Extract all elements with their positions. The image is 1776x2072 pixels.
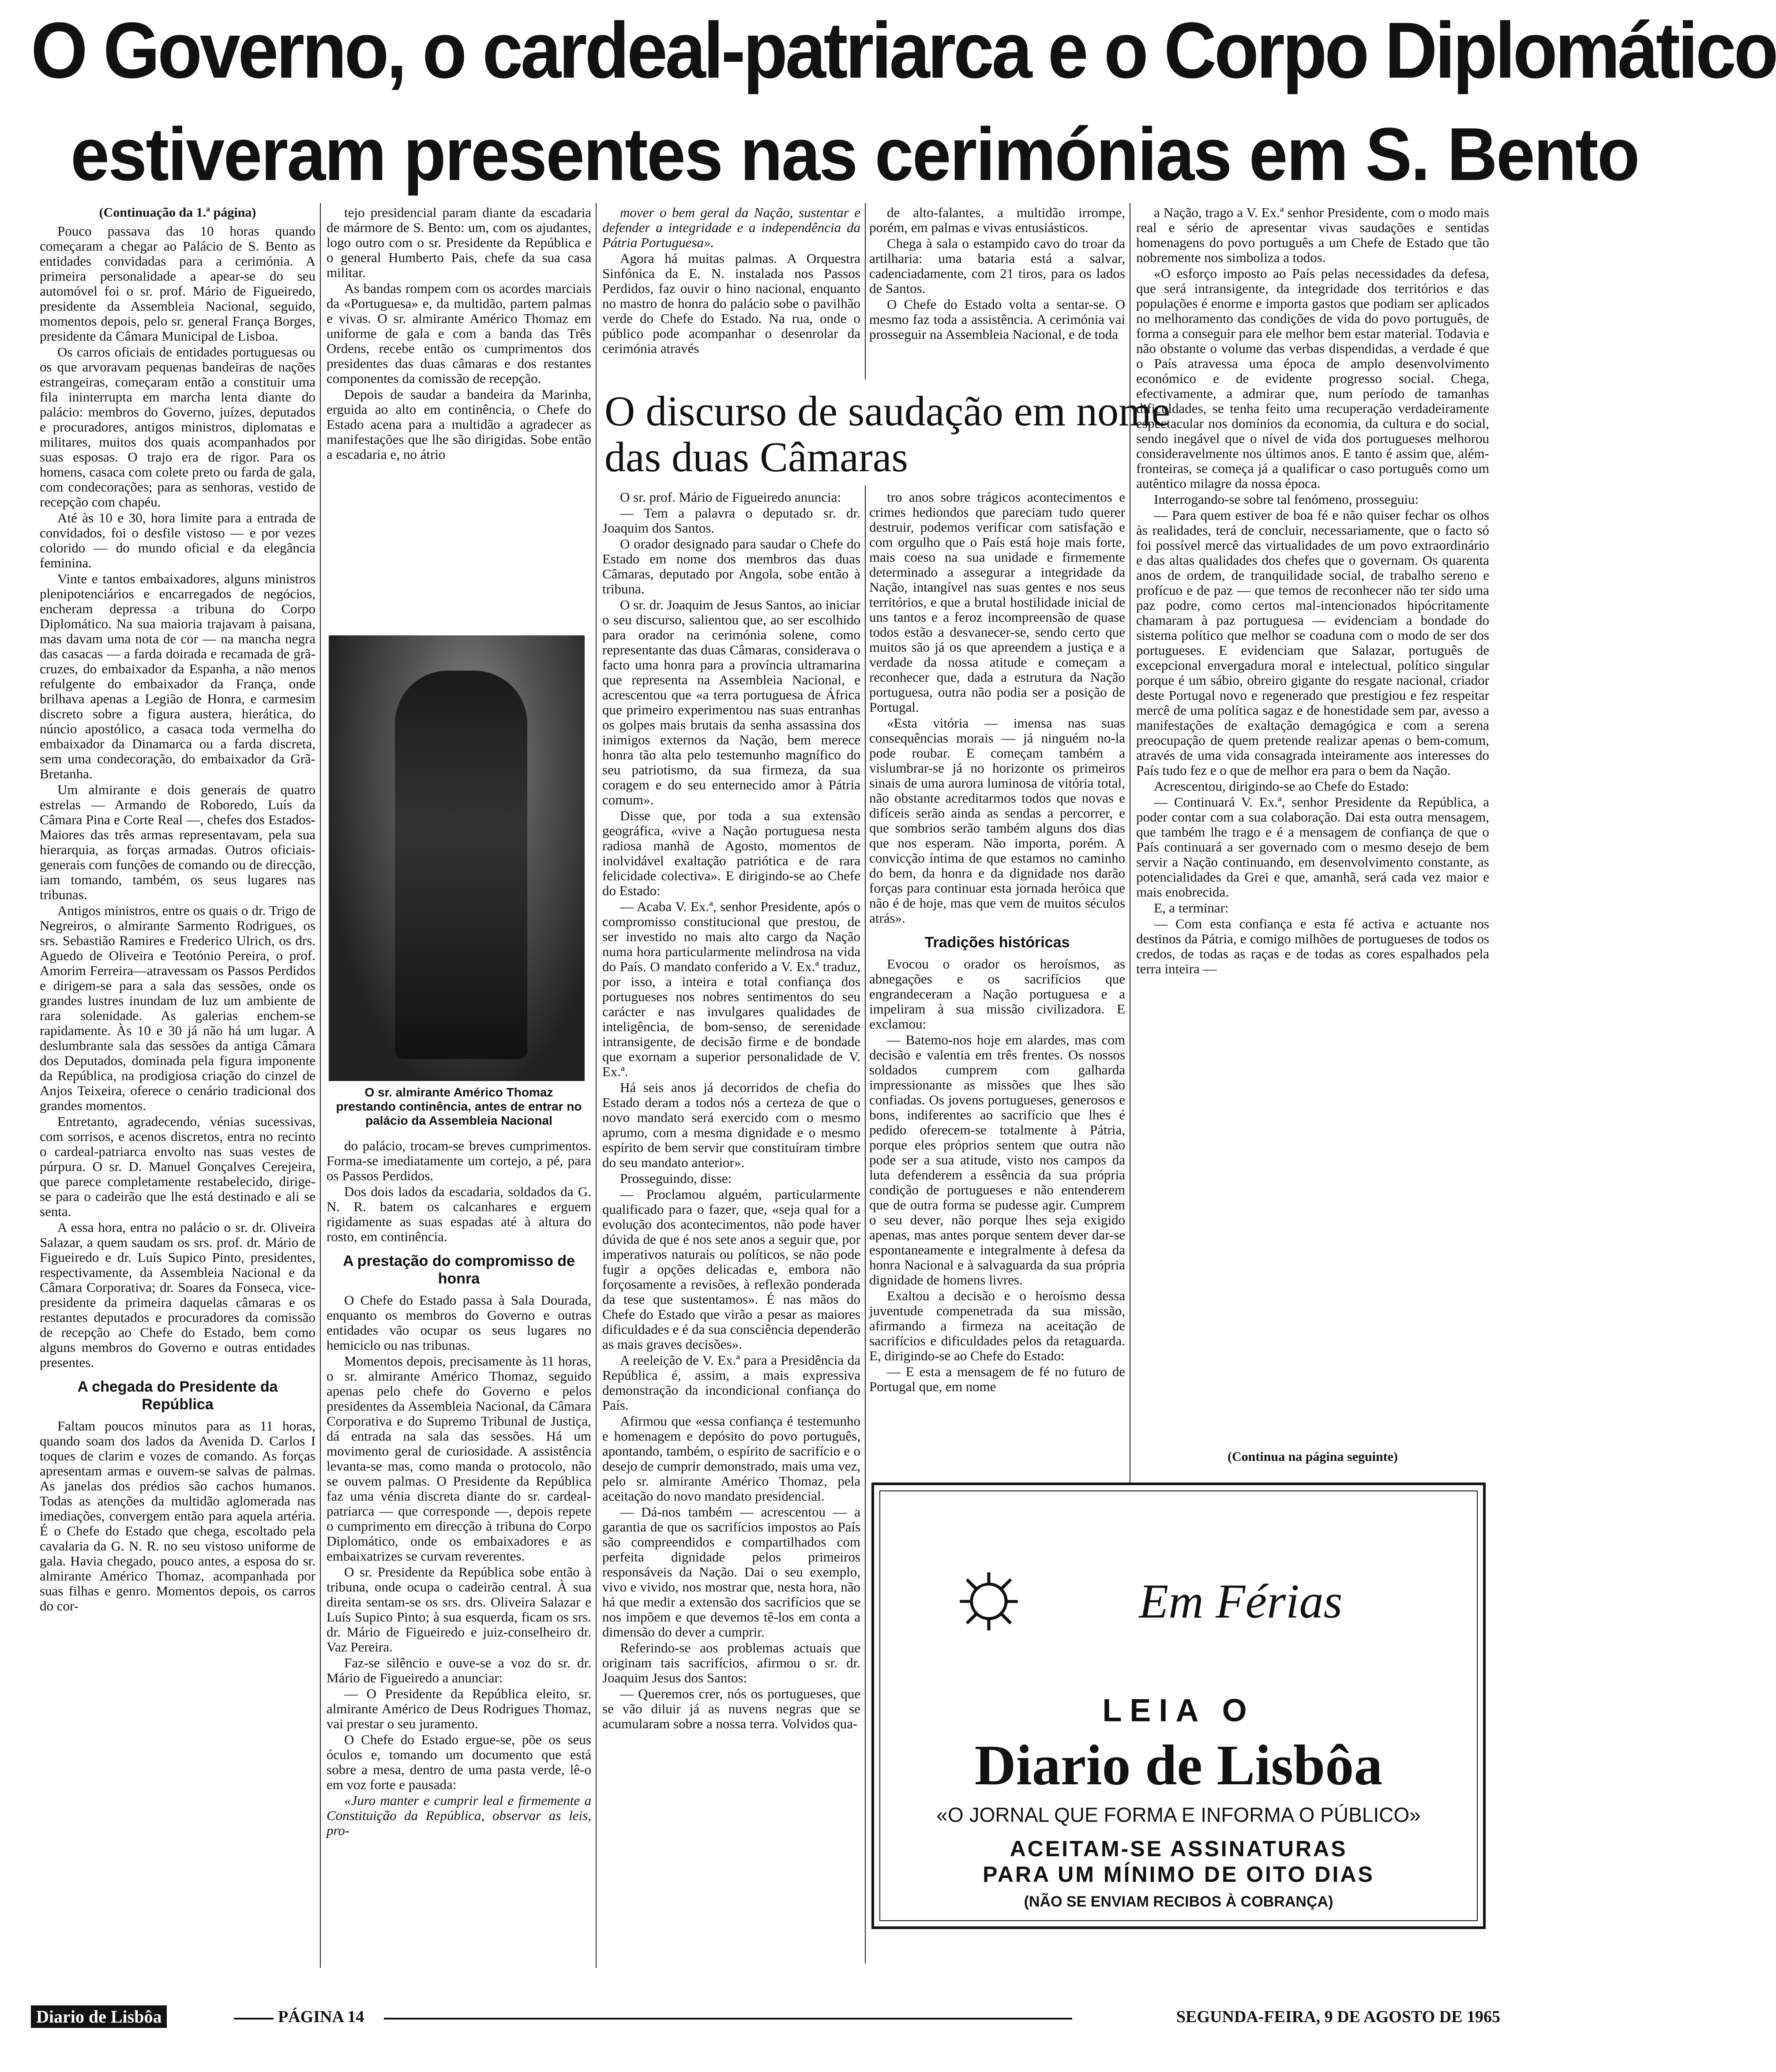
article-column-6 bbox=[1136, 205, 1489, 1467]
paragraph: «Esta vitória — imensa nas suas consequências morais — já ninguém no-la pode roubar. E começam também a vislumbrar-se já no horizonte os primeiros sinais de uma aurora luminosa de vitória total, não obstante acreditarmos todos que novas e difíceis serão ainda as sendas a percorrer, e que sombrios serão também alguns dos dias que nos esperam. Não importa, porém. A convicção íntima de que estamos no caminho do bem, da honra e da dignidade nos darão forças para continuar esta jornada heróica que não é de hoje, mas que vem de muitos séculos atrás». bbox=[869, 715, 1125, 926]
paragraph: O Chefe do Estado ergue-se, põe os seus óculos e, tomando um documento que está sobre a mesa, dentro de uma pasta verde, lê-o em voz forte e pausada: bbox=[327, 1732, 591, 1792]
continuation-note: (Continua na página seguinte) bbox=[1228, 1449, 1398, 1464]
advertisement-box bbox=[871, 1483, 1486, 1929]
ad-offer bbox=[874, 1836, 1483, 1887]
footer-rule bbox=[234, 2018, 274, 2019]
paragraph: O Chefe do Estado volta a sentar-se. O mesmo faz toda a assistência. A cerimónia vai prosseguir na Assembleia Nacional, e de toda bbox=[869, 297, 1125, 342]
paragraph: Interrogando-se sobre tal fenómeno, prosseguiu: bbox=[1154, 492, 1419, 507]
column-rule bbox=[865, 485, 866, 1963]
paragraph: tejo presidencial param diante da escadaria de mármore de S. Bento: um, com os ajudantes, logo outro com o sr. Presidente da República e o general Humberto Pais, chefe da sua casa militar. bbox=[327, 205, 591, 280]
ad-slogan: «O JORNAL QUE FORMA E INFORMA O PÚBLICO» bbox=[936, 1803, 1421, 1826]
paragraph: tro anos sobre trágicos acontecimentos e crimes hediondos que pareciam tudo querer destruir, podemos verificar com satisfação e com orgulho que o País está hoje mais forte, mais coeso na sua unidade e firmemente determinado a assegurar a integridade da Nação, intangível nas suas gentes e nos seus territórios, e que a brutal hostilidade inicial de uns tantos e a feroz incompreensão de quase todos estão a desvanecer-se, sendo certo que muitos são já os que apreendem a justiça e a verdade da nossa atitude e começam a reconhecer que, dada a estrutura da Nação portuguesa, outra não podia ser a posição de Portugal. bbox=[869, 489, 1125, 715]
subheading: A chegada do Presidente da República bbox=[77, 1378, 278, 1413]
paragraph: — Continuará V. Ex.ª, senhor Presidente da República, a poder contar com a sua colaboração. Dai esta outra mensagem, que também lhe trago e é a mensagem de confiança de que o País continuará a ser governado com o mesmo desejo de bem servir a Nação continuando, em desenvolvimento constante, as potencialidades da Grei e que, amanhã, será cada vez maior e mais enobrecida. bbox=[1136, 794, 1489, 900]
paragraph: O sr. Presidente da República sobe então à tribuna, onde ocupa o cadeirão central. À sua direita sentam-se os srs. drs. Oliveira Salazar e Luís Supico Pinto; à sua esquerda, ficam os srs. dr. Mário de Figueiredo e juiz-conselheiro dr. Vaz Pereira. bbox=[327, 1564, 591, 1655]
photo-admiral-salute bbox=[329, 635, 585, 1081]
paragraph: — Tem a palavra o deputado sr. dr. Joaquim dos Santos. bbox=[602, 505, 860, 536]
paragraph: Faz-se silêncio e ouve-se a voz do sr. dr. Mário de Figueiredo a anunciar: bbox=[327, 1655, 591, 1685]
photo-figure bbox=[395, 671, 527, 1059]
issue-date: SEGUNDA-FEIRA, 9 DE AGOSTO DE 1965 bbox=[1176, 2008, 1500, 2026]
paragraph: — Com esta confiança e esta fé activa e actuante nos destinos da Pátria, e comigo milhões de portugueses de todos os credos, de todas as raças e de todas as cores espalhados pela terra inteira — bbox=[1136, 916, 1489, 976]
paragraph: Prosseguindo, disse: bbox=[620, 1171, 732, 1186]
paragraph: Agora há muitas palmas. A Orquestra Sinfónica da E. N. instalada nos Passos Perdidos, faz ouvir o hino nacional, enquanto no mastro de honra do palácio sobe o pavilhão verde do Chefe do Estado. Na rua, onde o público pode acompanhar o desenrolar da cerimónia através bbox=[602, 251, 860, 356]
paragraph: — Para quem estiver de boa fé e não quiser fechar os olhos às realidades, terá de concluir, necessariamente, que o facto só foi possível mercê das virtualidades de um povo extraordinário e das altas qualidades dos chefes que o governam. Os quarenta anos de ordem, de tranquilidade social, de trabalho sereno e profícuo e de paz — que temos de reconhecer não ter sido uma paz podre, como certos mal-intencionados hipócritamente chamaram à paz portuguesa — evidenciam a bondade do sistema político que melhor se coaduna com o modo de ser dos portugueses. E evidenciam que Salazar, português de excepcional envergadura moral e intelectual, político singular porque é um sábio, obreiro gigante do resgate nacional, criador deste Portugal novo e regenerado que prestigiou e fez respeitar mercê de uma política sagaz e de honestidade sem par, avesso a manifestações de exaltação demagógica e com a serena preocupação de quem pretende realizar apenas o bem-comum, através de uma vida consagrada inteiramente aos interesses do País tudo fez e o que de melhor era para o bem da Nação. bbox=[1136, 507, 1489, 778]
continuation-note: (Continuação da 1.ª página) bbox=[99, 205, 256, 220]
column-rule bbox=[320, 203, 321, 1968]
paragraph: Pouco passava das 10 horas quando começaram a chegar ao Palácio de S. Bento as entidades convidadas para a cerimónia. A primeira personalidade a apear-se do seu automóvel foi o sr. prof. Mário de Figueiredo, presidente da Assembleia Nacional, seguido, momentos depois, pelo sr. general França Borges, presidente da Câmara Municipal de Lisboa. bbox=[40, 223, 315, 344]
paragraph: O sr. dr. Joaquim de Jesus Santos, ao iniciar o seu discurso, salientou que, ao ser escolhido para orador na cerimónia solene, como representante das duas Câmaras, considerava o facto uma honra para a província ultramarina que representa na Assembleia Nacional, e acrescentou que «a terra portuguesa de África que primeiro experimentou nas suas entranhas os golpes mais brutais da senha assassina dos inimigos externos da Nação, bem merece honra tão alta pelo testemunho magnífico do seu patriotismo, da sua firmeza, da sua coragem e do seu enternecido amor à Pátria comum». bbox=[602, 597, 860, 807]
paragraph: A essa hora, entra no palácio o sr. dr. Oliveira Salazar, a quem saudam os srs. prof. dr. Mário de Figueiredo e dr. Luís Supico Pinto, presidentes, respectivamente, da Assembleia Nacional e da Câmara Corporativa; dr. Soares da Fonseca, vice-presidente da primeira daquelas câmaras e os restantes deputados e procuradores da comissão de recepção ao Chefe do Estado, bem como alguns membros do Governo e outras entidades presentes. bbox=[40, 1220, 315, 1370]
paragraph: — Queremos crer, nós os portugueses, que se vão diluir já as nuvens negras que se acumularam sobre a nossa terra. Volvidos qua- bbox=[602, 1686, 860, 1731]
article-column-3-top bbox=[602, 205, 860, 377]
paragraph: O sr. prof. Mário de Figueiredo anuncia: bbox=[620, 489, 841, 505]
column-rule bbox=[865, 203, 866, 379]
column-rule bbox=[596, 203, 597, 1968]
paragraph: Há seis anos já decorridos de chefia do Estado deram a todos nós a certeza de que o novo mandato será exercido com o mesmo aprumo, com a mesma dignidade e o mesmo espírito de bem servir que constituíram timbre do seu mandato anterior». bbox=[602, 1080, 860, 1170]
article-column-2-top bbox=[327, 205, 591, 629]
paragraph: E, a terminar: bbox=[1154, 900, 1229, 916]
photo-caption: O sr. almirante Américo Thomaz prestando continência, antes de entrar no palácio da Assembleia Nacional bbox=[336, 1085, 582, 1127]
paragraph: — Acaba V. Ex.ª, senhor Presidente, após o compromisso constitucional que prestou, de ser investido no mais alto cargo da Nação numa hora particularmente melindrosa na vida do País. O mandato conferido a V. Ex.ª traduz, por isso, a inteira e total confiança dos portugueses nos nobres sentimentos do seu carácter e nas invulgares qualidades de inteligência, de bom-senso, de serenidade intransigente, de decisão firme e de bondade que exornam a superior personalidade de V. Ex.ª. bbox=[602, 899, 860, 1079]
footer-rule bbox=[384, 2018, 1072, 2019]
headline-line1: O Governo, o cardeal-patriarca e o Corpo Diplomático bbox=[31, 6, 1776, 95]
headline-line2: estiveram presentes nas cerimónias em S. Bento bbox=[71, 113, 1639, 196]
paragraph: Dos dois lados da escadaria, soldados da G. N. R. batem os calcanhares e erguem rigidamente as suas espadas até à altura do rosto, em continência. bbox=[327, 1184, 591, 1244]
ad-title: Em Férias bbox=[1139, 1574, 1343, 1628]
paragraph: Até às 10 e 30, hora limite para a entrada de convidados, foi o desfile vistoso — e por vezes colorido — do mundo oficial e da elegância feminina. bbox=[40, 510, 315, 571]
paragraph: a Nação, trago a V. Ex.ª senhor Presidente, com o modo mais real e sério de apresentar vivas saudações e sentidas homenagens do povo português a um Chefe de Estado que tão nobremente nos simboliza a todos. bbox=[1136, 205, 1489, 265]
subheading: A prestação do compromisso de honra bbox=[343, 1253, 575, 1287]
paragraph: Afirmou que «essa confiança é testemunho e homenagem e depósito do povo português, apontando, também, o espírito de sacrifício e o desejo de cumprir demonstrado, mais uma vez, pelo sr. almirante Américo Thomaz, pela aceitação do novo mandato presidencial. bbox=[602, 1413, 860, 1504]
page-footer bbox=[31, 2005, 1500, 2032]
paragraph: O Chefe do Estado passa à Sala Dourada, enquanto os membros do Governo e outras entidades vão ocupar os seus lugares no hemiciclo ou nas tribunas. bbox=[327, 1292, 591, 1353]
footer-logo: Diario de Lisbôa bbox=[31, 2005, 167, 2028]
paragraph: O orador designado para saudar o Chefe do Estado em nome dos membros das duas Câmaras, deputado por Angola, sobe então à tribuna. bbox=[602, 536, 860, 597]
paragraph: Antigos ministros, entre os quais o dr. Trigo de Negreiros, o almirante Sarmento Rodrigues, os srs. Sebastião Ramires e Frederico Ulrich, os drs. Aguedo de Oliveira e Teotónio Pereira, o prof. Amorim Ferreira—atravessam os Passos Perdidos e dirigem-se para a sala das sessões, onde os grandes lustres inundam de luz um ambiente de rara solenidade. As galerias enchem-se rapidamente. Às 10 e 30 já não há um lugar. A deslumbrante sala das sessões da antiga Câmara dos Deputados, dominada pela figura imponente da República, na prodigiosa criação do cinzel de Anjos Teixeira, oferece o cenário tradicional dos grandes momentos. bbox=[40, 903, 315, 1113]
paragraph: Disse que, por toda a sua extensão geográfica, «vive a Nação portuguesa nesta radiosa manhã de Agosto, momentos de inolvidável exaltação patriótica e de rara felicidade colectiva». E dirigindo-se ao Chefe do Estado: bbox=[602, 808, 860, 898]
paragraph: Acrescentou, dirigindo-se ao Chefe do Estado: bbox=[1154, 778, 1409, 794]
sun-icon: ☼ bbox=[944, 1537, 1033, 1645]
paragraph: «O esforço imposto ao País pelas necessidades da defesa, que será intransigente, da integridade dos territórios e das populações é enorme e importa gastos que podiam ser aplicados no melhoramento das condições de vida do povo português, de forma a conseguir para ele melhor bem estar material. Todavia e não obstante o volume das verbas dispendidas, a verdade é que o País atravessa uma época de amplo desenvolvimento económico e de evidente progresso social. Chega, efectivamente, a admirar que, num período de tamanhas dificuldades, se tenha feito uma recuperação verdadeiramente espectacular nos domínios da economia, da cultura e do social, sendo inegável que o nível de vida dos portugueses melhorou consideravelmente nos últimos anos. E tanto é assim que, além-fronteiras, se começa já a qualificar o caso português como um autêntico milagre da nossa época. bbox=[1136, 266, 1489, 491]
paragraph: Chega à sala o estampido cavo do troar da artilharia: uma bataria está a salvar, cadenciadamente, com 21 tiros, para os lados de Santos. bbox=[869, 236, 1125, 296]
paragraph: mover o bem geral da Nação, sustentar e defender a integridade e a independência da Pátria Portuguesa». bbox=[602, 205, 860, 250]
article-column-1 bbox=[40, 205, 315, 1997]
paragraph: Exaltou a decisão e o heroísmo dessa juventude compenetrada da sua missão, afirmando a firmeza na aceitação de sacrifícios e dificuldades pelos da retaguarda. E, dirigindo-se ao Chefe do Estado: bbox=[869, 1288, 1125, 1363]
subheading: Tradições históricas bbox=[924, 934, 1070, 951]
paragraph: do palácio, trocam-se breves cumprimentos. Forma-se imediatamente um cortejo, a pé, para os Passos Perdidos. bbox=[327, 1138, 591, 1183]
paragraph: — Dá-nos também — acrescentou — a garantia de que os sacrifícios impostos ao País são compreendidos e compartilhados com perfeita dignidade pelos primeiros responsáveis da Nação. Dai o seu exemplo, vivo e vivido, nos mostrar que, nesta hora, não há que medir a extensão dos sacrifícios que se nos impõem e que devemos tê-los em conta a dimensão do dever a cumprir. bbox=[602, 1504, 860, 1640]
paragraph: — O Presidente da República eleito, sr. almirante Américo de Deus Rodrigues Thomaz, vai prestar o seu juramento. bbox=[327, 1686, 591, 1731]
paragraph: «Juro manter e cumprir leal e firmemente a Constituição da República, observar as leis, pro- bbox=[327, 1793, 591, 1838]
article-column-4-top bbox=[869, 205, 1125, 377]
article-column-2-bottom bbox=[327, 1138, 591, 1999]
discurso-column-b bbox=[869, 490, 1125, 1478]
paragraph: — E esta a mensagem de fé no futuro de Portugal que, em nome bbox=[869, 1364, 1125, 1394]
paragraph: Evocou o orador os heroísmos, as abnegações e os sacrifícios que engrandeceram a Nação portuguesa e a impeliram à sua missão civilizadora. E exclamou: bbox=[869, 956, 1125, 1032]
page-number: PÁGINA 14 bbox=[278, 2008, 364, 2026]
paragraph: Os carros oficiais de entidades portuguesas ou os que arvoravam pequenas bandeiras de nações estrangeiras, começaram então a constituir uma fila ininterrupta em marcha lenta diante do palácio: membros do Governo, juízes, deputados e procuradores, antigos ministros, diplomatas e militares, muitos dos quais acompanhados por suas esposas. O trajo era de rigor. Para os homens, casaca com colete preto ou farda de gala, com condecorações; para as senhoras, vestido de recepção com chapéu. bbox=[40, 344, 315, 510]
paragraph: Vinte e tantos embaixadores, alguns ministros plenipotenciários e encarregados de negócios, encheram depressa a tribuna do Corpo Diplomático. Na sua maioria trajavam à paisana, mas davam uma nota de cor — na mancha negra das casacas — a farda doirada e recamada de grã-cruzes, do embaixador da Espanha, a não menos refulgente do embaixador da França, onde brilhava apenas a Legião de Honra, e carmesim discreto sobre a figura austera, hierática, do núncio apostólico, a casaca toda vermelha do embaixador da Dinamarca ou a farda discreta, sem uma condecoração, do embaixador da Grã-Bretanha. bbox=[40, 571, 315, 781]
ad-leia: LEIA O bbox=[1102, 1693, 1255, 1728]
ad-offer-line1: ACEITAM-SE ASSINATURAS bbox=[1010, 1836, 1348, 1861]
ad-brand: Diario de Lisbôa bbox=[974, 1734, 1383, 1797]
paragraph: Um almirante e dois generais de quatro estrelas — Armando de Roboredo, Luís da Câmara Pina e Corte Real —, chefes dos Estados-Maiores das três armas representavam, pela sua hierarquia, as forças armadas. Outros oficiais-generais com funções de comando ou de direcção, iam tomando, também, os seus lugares nas tribunas. bbox=[40, 782, 315, 902]
paragraph: — Batemo-nos hoje em alardes, mas com decisão e valentia em três frentes. Os nossos soldados cumprem com galharda impressionante as missões que lhes são confiadas. Os jovens portugueses, generosos e bons, indiferentes ao sacrifício que lhes é pedido oferecem-se totalmente à Pátria, porque eles próprios sentem que outra não pode ser a sua atitude, visto nos campos da luta defenderem a essência da sua própria condição de portugueses e não entenderem que de outra forma se pudesse agir. Cumprem o seu dever, não porque lhes seja exigido apenas, mas antes porque sentem dever dar-se espontaneamente e integralmente à defesa da honra Nacional e à salvaguarda da sua própria dignidade de homens livres. bbox=[869, 1032, 1125, 1287]
paragraph: — Proclamou alguém, particularmente qualificado para o fazer, que, «seja qual for a evolução dos acontecimentos, não pode haver dúvida de que é nos sete anos a seguir que, por imperativos naturais ou políticos, se não pode fugir a opções delicadas e, embora não forçosamente a revisões, à reflexão ponderada da tese que sustentamos». É nas mãos do Chefe do Estado que virão a pesar as maiores dificuldades e é da sua consciência dependerão as mais graves decisões». bbox=[602, 1186, 860, 1352]
paragraph: Momentos depois, precisamente às 11 horas, o sr. almirante Américo Thomaz, seguido apenas pelo chefe do Governo e pelos presidentes da Assembleia Nacional, da Câmara Corporativa e do Supremo Tribunal de Justiça, dá entrada na sala das sessões. Há um movimento geral de curiosidade. A assistência levanta-se mas, como manda o protocolo, não se ouvem palmas. O Presidente da República faz uma vénia discreta diante do sr. cardeal-patriarca — que corresponde —, depois repete o cumprimento em direcção à tribuna do Corpo Diplomático, onde os embaixadores e as embaixatrizes se curvam reverentes. bbox=[327, 1353, 591, 1564]
paragraph: As bandas rompem com os acordes marciais da «Portuguesa» e, da multidão, partem palmas e vivas. O sr. almirante Américo Thomaz em uniforme de gala e com a banda das Três Ordens, recebe então os cumprimentos dos presidentes das duas câmaras e dos restantes componentes da comissão de recepção. bbox=[327, 281, 591, 386]
discurso-column-a bbox=[602, 490, 860, 1999]
paragraph: Depois de saudar a bandeira da Marinha, erguida ao alto em continência, o Chefe do Estado acena para a multidão a agradecer as manifestações que lhe são dirigidas. Sobe então a escadaria e, no átrio bbox=[327, 387, 591, 462]
ad-offer-line2: PARA UM MÍNIMO DE OITO DIAS bbox=[983, 1862, 1374, 1887]
ad-note: (NÃO SE ENVIAM RECIBOS À COBRANÇA) bbox=[1024, 1893, 1333, 1910]
paragraph: A reeleição de V. Ex.ª para a Presidência da República é, assim, a mais expressiva demonstração da incondicional confiança do País. bbox=[602, 1352, 860, 1413]
paragraph: Faltam poucos minutos para as 11 horas, quando soam dos lados da Avenida D. Carlos I toques de clarim e vozes de comando. As forças apresentam armas e ouvem-se salvas de palmas. As janelas dos prédios são cachos humanos. Todas as atenções da multidão aglomerada nas imediações, convergem então para aquela artéria. É o Chefe do Estado que chega, escoltado pela cavalaria da G. N. R. no seu vistoso uniforme de gala. Havia chegado, pouco antes, a esposa do sr. almirante Américo Thomaz, acompanhada por suas filhas e genro. Momentos depois, os carros do cor- bbox=[40, 1418, 315, 1614]
paragraph: Referindo-se aos problemas actuais que originam tais sacrifícios, afirmou o sr. dr. Joaquim Jesus dos Santos: bbox=[602, 1640, 860, 1685]
paragraph: de alto-falantes, a multidão irrompe, porém, em palmas e vivas entusiásticos. bbox=[869, 205, 1125, 235]
discurso-headline: O discurso de saudação em nome das duas Câmaras bbox=[605, 387, 1171, 480]
paragraph: Entretanto, agradecendo, vénias sucessivas, com sorrisos, e acenos discretos, entra no recinto o cardeal-patriarca envolto nas suas vestes de púrpura. O sr. D. Manuel Gonçalves Cerejeira, que parece completamente restabelecido, dirige-se para o cadeirão que lhe está destinado e ali se senta. bbox=[40, 1114, 315, 1219]
